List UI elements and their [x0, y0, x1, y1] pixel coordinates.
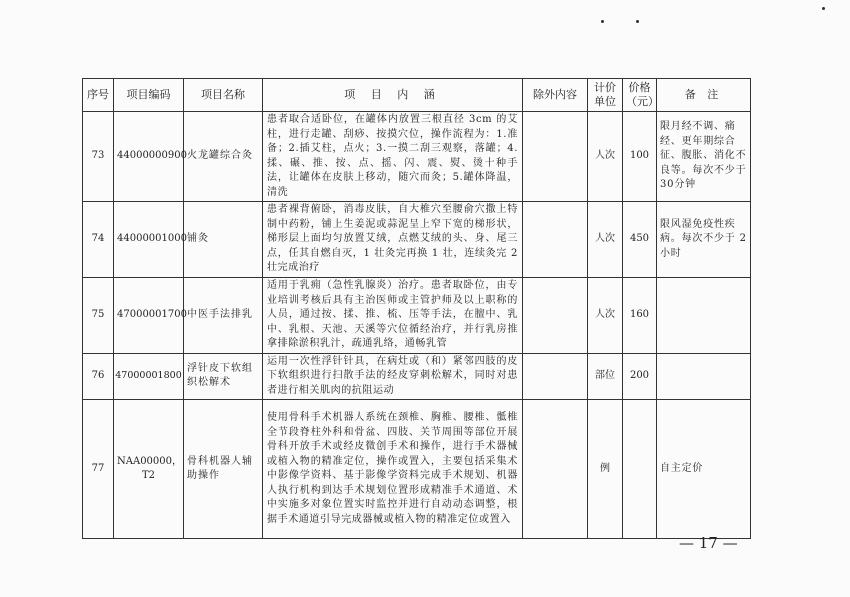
cell-code: 44000001000 — [114, 202, 184, 278]
cell-code: NAA00000，T2 — [114, 400, 184, 539]
header-seq: 序号 — [83, 79, 114, 112]
cell-seq: 77 — [83, 400, 114, 539]
cell-exclusions — [523, 202, 588, 278]
table-row — [83, 278, 751, 354]
cell-remarks: 自主定价 — [657, 400, 751, 539]
cell-code: 44000000900 — [114, 112, 184, 202]
cell-content: 适用于乳痈（急性乳腺炎）治疗。患者取卧位，由专业培训考核后具有主治医师或主管护师及以上职称的人员，通过按、揉、推、梳、压等手法，在膻中、乳中、乳根、天池、天溪等穴位循经治疗，并行乳房推拿排除淤积乳汁，疏通乳络，通畅乳管 — [263, 278, 523, 354]
cell-unit: 例 — [588, 400, 623, 539]
header-name: 项目名称 — [184, 79, 263, 112]
header-remarks: 备 注 — [657, 79, 751, 112]
cell-exclusions — [523, 278, 588, 354]
cell-name: 火龙罐综合灸 — [184, 112, 263, 202]
cell-code: 47000001700 — [114, 278, 184, 354]
cell-remarks: 限月经不调、痛经、更年期综合征、腹胀、消化不良等。每次不少于30分钟 — [657, 112, 751, 202]
cell-remarks: 限风湿免疫性疾病。每次不少于 2 小时 — [657, 202, 751, 278]
cell-seq: 73 — [83, 112, 114, 202]
cell-content: 使用骨科手术机器人系统在颈椎、胸椎、腰椎、骶椎全节段脊柱外科和骨盆、四肢、关节周围等部位开展骨科开放手术或经皮微创手术和操作，进行手术器械或植入物的精准定位，操作或置入，主要包括采集术中影像学资料、基于影像学资料完成手术规划、机器人执行机构到达手术规划位置形成精准手术通道、术中实施多对象位置实时监控并进行自动动态调整，根据手术通道引导完成器械或植入物的精准定位或置入 — [263, 400, 523, 539]
cell-exclusions — [523, 353, 588, 400]
table-row — [83, 112, 751, 202]
header-code: 项目编码 — [114, 79, 184, 112]
cell-name: 中医手法排乳 — [184, 278, 263, 354]
cell-name: 铺灸 — [184, 202, 263, 278]
page-number: — 17 — — [679, 534, 738, 552]
header-exclusions: 除外内容 — [523, 79, 588, 112]
cell-seq: 75 — [83, 278, 114, 354]
cell-code: 47000001800 — [114, 353, 184, 400]
table-row — [83, 202, 751, 278]
price-table — [82, 78, 751, 539]
cell-name: 浮针皮下软组织松解术 — [184, 353, 263, 400]
cell-unit: 人次 — [588, 112, 623, 202]
cell-unit: 人次 — [588, 278, 623, 354]
header-price: 价格（元） — [623, 79, 657, 112]
cell-price: 160 — [623, 278, 657, 354]
scan-speck — [636, 20, 639, 23]
cell-content: 运用一次性浮针针具，在病灶或（和）紧邻四肢的皮下软组织进行扫散手法的经皮穿刺松解术，同时对患者进行相关肌肉的抗阻运动 — [263, 353, 523, 400]
cell-name: 骨科机器人辅助操作 — [184, 400, 263, 539]
cell-seq: 76 — [83, 353, 114, 400]
cell-remarks — [657, 278, 751, 354]
cell-price: 450 — [623, 202, 657, 278]
cell-seq: 74 — [83, 202, 114, 278]
table-row — [83, 353, 751, 400]
header-content: 项 目 内 涵 — [263, 79, 523, 112]
table-row — [83, 400, 751, 539]
cell-remarks — [657, 353, 751, 400]
cell-content: 患者裸背俯卧，消毒皮肤，自大椎穴至腰俞穴撒上特制中药粉，铺上生姜泥或蒜泥呈上窄下宽的梯形状，梯形层上面均匀放置艾绒，点燃艾绒的头、身、尾三点，任其自燃自灭，1 壮灸完再换 1 壮，连续灸完 2 壮完成治疗 — [263, 202, 523, 278]
scan-speck — [601, 20, 604, 23]
cell-price — [623, 400, 657, 539]
header-unit: 计价单位 — [588, 79, 623, 112]
cell-content: 患者取合适卧位，在罐体内放置三根直径 3cm 的艾柱，进行走罐、刮痧、按摸穴位，操作流程为：1.准备；2.插艾柱，点火；3.一摸二刮三观察，落罐；4.揉、碾、推、按、点、摇、闪、震、熨、烫十种手法，让罐体在皮肤上移动，随穴而灸；5.罐体降温，清洗 — [263, 112, 523, 202]
cell-price: 200 — [623, 353, 657, 400]
cell-unit: 部位 — [588, 353, 623, 400]
table-header-row — [83, 79, 751, 112]
cell-exclusions — [523, 400, 588, 539]
cell-unit: 人次 — [588, 202, 623, 278]
cell-exclusions — [523, 112, 588, 202]
scan-speck — [822, 7, 825, 10]
cell-price: 100 — [623, 112, 657, 202]
